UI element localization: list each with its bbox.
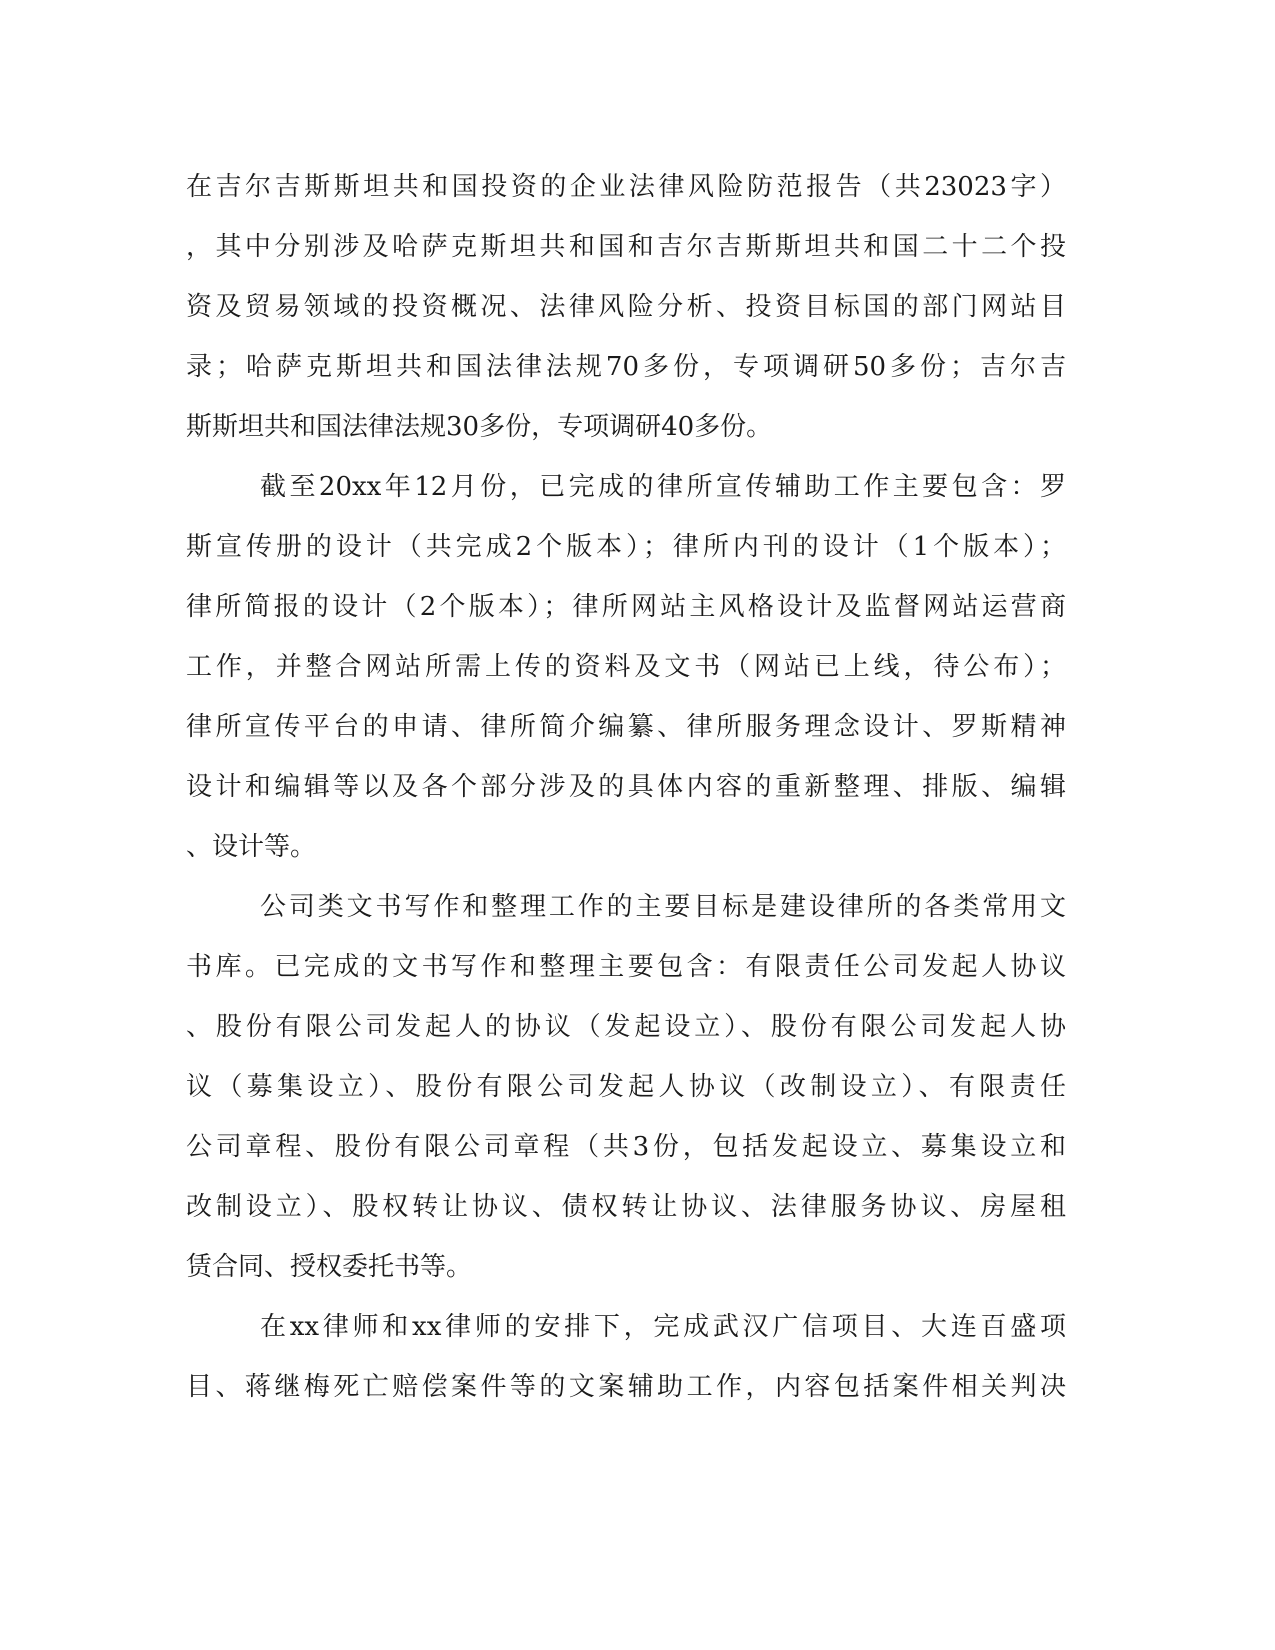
document-body: [186, 157, 1066, 1417]
paragraph-4: [186, 1297, 1066, 1417]
text-line: 在吉尔吉斯斯坦共和国投资的企业法律风险防范报告（共23023字）: [186, 172, 1066, 202]
text-line: 工作，并整合网站所需上传的资料及文书（网站已上线，待公布）；: [186, 652, 1066, 682]
text-line: 设计和编辑等以及各个部分涉及的具体内容的重新整理、排版、编辑: [186, 772, 1066, 802]
paragraph-3: [186, 877, 1066, 1297]
paragraph-2: [186, 457, 1066, 877]
text-line: 斯宣传册的设计（共完成2个版本）；律所内刊的设计（1个版本）；: [186, 532, 1066, 562]
text-line: ，其中分别涉及哈萨克斯坦共和国和吉尔吉斯斯坦共和国二十二个投: [186, 232, 1066, 262]
text-line: 赁合同、授权委托书等。: [186, 1252, 473, 1282]
text-line: 目、蒋继梅死亡赔偿案件等的文案辅助工作，内容包括案件相关判决: [186, 1372, 1066, 1402]
text-line: 斯斯坦共和国法律法规30多份，专项调研40多份。: [186, 412, 773, 442]
text-line: 议（募集设立）、股份有限公司发起人协议（改制设立）、有限责任: [186, 1072, 1066, 1102]
text-line: 律所简报的设计（2个版本）；律所网站主风格设计及监督网站运营商: [186, 592, 1066, 622]
text-line: 在xx律师和xx律师的安排下，完成武汉广信项目、大连百盛项: [260, 1312, 1066, 1342]
paragraph-1: [186, 157, 1066, 457]
text-line: 资及贸易领域的投资概况、法律风险分析、投资目标国的部门网站目: [186, 292, 1066, 322]
text-line: 公司章程、股份有限公司章程（共3份，包括发起设立、募集设立和: [186, 1132, 1066, 1162]
text-line: 、设计等。: [186, 832, 317, 862]
text-line: 公司类文书写作和整理工作的主要目标是建设律所的各类常用文: [260, 892, 1066, 922]
text-line: 录；哈萨克斯坦共和国法律法规70多份，专项调研50多份；吉尔吉: [186, 352, 1066, 382]
text-line: 改制设立）、股权转让协议、债权转让协议、法律服务协议、房屋租: [186, 1192, 1066, 1222]
text-line: 、股份有限公司发起人的协议（发起设立）、股份有限公司发起人协: [186, 1012, 1066, 1042]
text-line: 律所宣传平台的申请、律所简介编纂、律所服务理念设计、罗斯精神: [186, 712, 1066, 742]
text-line: 书库。已完成的文书写作和整理主要包含：有限责任公司发起人协议: [186, 952, 1066, 982]
text-line: 截至20xx年12月份，已完成的律所宣传辅助工作主要包含：罗: [260, 472, 1066, 502]
